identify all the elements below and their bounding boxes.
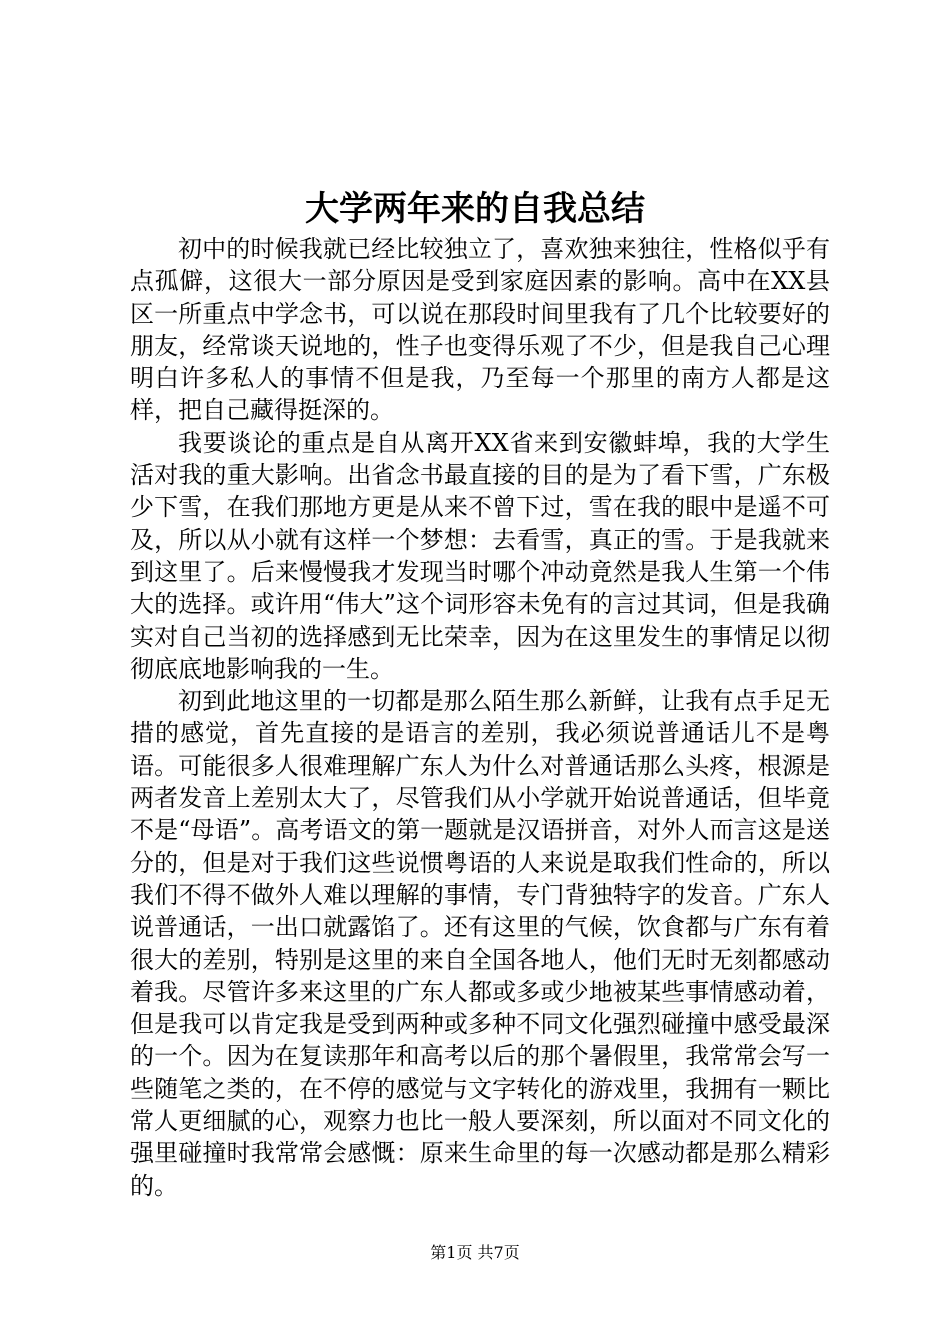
paragraph-1: 初中的时候我就已经比较独立了，喜欢独来独往，性格似乎有点孤僻，这很大一部分原因是受到家庭因素的影响。高中在XX县区一所重点中学念书，可以说在那段时间里我有了几个比较要好的朋友，经常谈天说地的，性子也变得乐观了不少，但是我自己心理明白许多私人的事情不但是我，乃至每一个那里的南方人都是这样，把自己藏得挺深的。: [130, 235, 830, 425]
paragraph-2: 我要谈论的重点是自从离开XX省来到安徽蚌埠，我的大学生活对我的重大影响。出省念书最直接的目的是为了看下雪，广东极少下雪，在我们那地方更是从来不曾下过，雪在我的眼中是遥不可及，所以从小就有这样一个梦想：去看雪，真正的雪。于是我就来到这里了。后来慢慢我才发现当时哪个冲动竟然是我人生第一个伟大的选择。或许用“伟大”这个词形容未免有的言过其词，但是我确实对自己当初的选择感到无比荣幸，因为在这里发生的事情足以彻彻底底地影响我的一生。: [130, 428, 830, 683]
document-body: [130, 233, 830, 1202]
document-title: 大学两年来的自我总结: [305, 189, 645, 229]
page-number-footer: 第1页 共7页: [430, 1243, 520, 1262]
paragraph-3: 初到此地这里的一切都是那么陌生那么新鲜，让我有点手足无措的感觉，首先直接的是语言的差别，我必须说普通话儿不是粤语。可能很多人很难理解广东人为什么对普通话那么头疼，根源是两者发音上差别太大了，尽管我们从小学就开始说普通话，但毕竟不是“母语”。高考语文的第一题就是汉语拼音，对外人而言这是送分的，但是对于我们这些说惯粤语的人来说是取我们性命的，所以我们不得不做外人难以理解的事情，专门背独特字的发音。广东人说普通话，一出口就露馅了。还有这里的气候，饮食都与广东有着很大的差别，特别是这里的来自全国各地人，他们无时无刻都感动着我。尽管许多来这里的广东人都或多或少地被某些事情感动着，但是我可以肯定我是受到两种或多种不同文化强烈碰撞中感受最深的一个。因为在复读那年和高考以后的那个暑假里，我常常会写一些随笔之类的，在不停的感觉与文字转化的游戏里，我拥有一颗比常人更细腻的心，观察力也比一般人要深刻，所以面对不同文化的强里碰撞时我常常会感慨：原来生命里的每一次感动都是那么精彩的。: [130, 687, 830, 1200]
